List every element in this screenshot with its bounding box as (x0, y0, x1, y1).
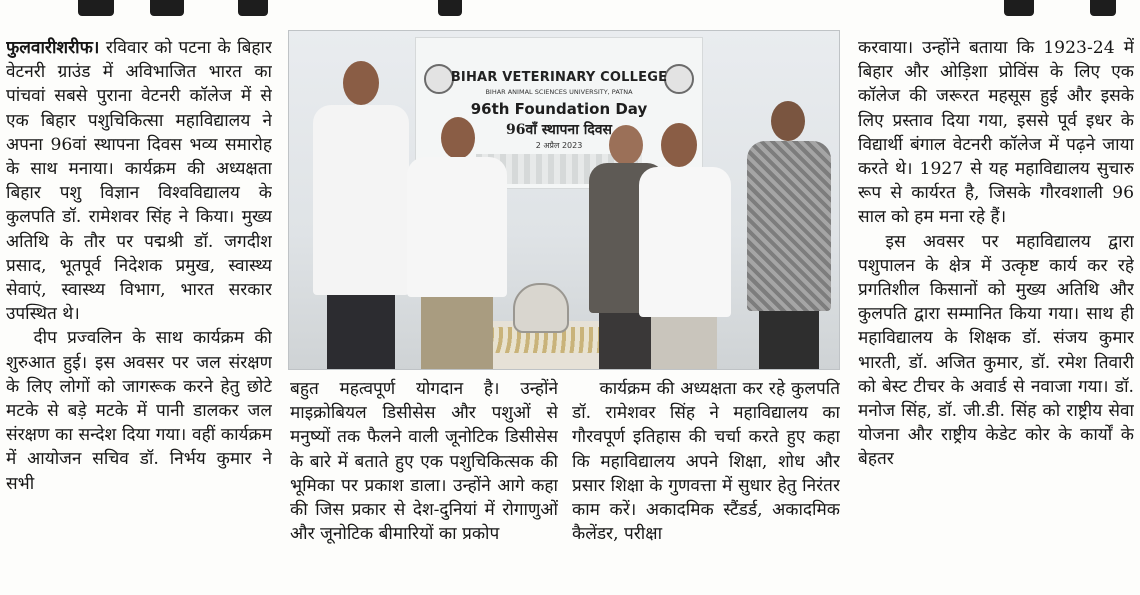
person-legs (759, 311, 819, 370)
banner-event-hindi: 96वाँ स्थापना दिवस (505, 122, 613, 138)
person-head (771, 101, 805, 141)
banner-college-name: BIHAR VETERINARY COLLEGE (450, 70, 668, 85)
headline-glyph-fragment (150, 0, 184, 16)
dateline: फुलवारीशरीफ। (6, 38, 100, 58)
person-legs (599, 313, 655, 369)
article-column-3 (572, 377, 840, 595)
headline-strip (0, 0, 1140, 28)
banner-university-name: BIHAR ANIMAL SCIENCES UNIVERSITY, PATNA (485, 88, 633, 96)
headline-glyph-fragment (78, 0, 114, 16)
person-torso (639, 167, 731, 317)
person-torso (407, 157, 507, 297)
paragraph (6, 36, 272, 326)
paragraph: कार्यक्रम की अध्यक्षता कर रहे कुलपति डॉ. रामेशवर सिंह ने महाविद्यालय का गौरवपूर्ण इतिहास की चर्चा करते हुए कहा कि महाविद्यालय अपने शिक्षा, शोध और प्रसार शिक्षा के गुणवत्ता में सुधार हेतु निरंतर काम करें। अकादमिक स्टैंडर्ड, अकादमिक कैलेंडर, परीक्षा (572, 379, 840, 545)
paragraph-text: रविवार को पटना के बिहार वेटनरी ग्राउंड में अविभाजित भारत का पांचवां सबसे पुराना वेटनरी कॉलेज में से एक बिहार पशुचिकित्सा महाविद्यालय ने अपना 96वां स्थापना दिवस भव्य समारोह के साथ मनाया। कार्यक्रम की अध्यक्षता बिहार पशु विज्ञान विश्वविद्यालय के कुलपति डॉ. रामेशवर सिंह ने किया। मुख्य अतिथि के तौर पर पद्मश्री डॉ. जगदीश प्रसाद, भूतपूर्व निदेशक प्रमुख, स्वास्थ्य सेवाएं, स्वास्थ्य विभाग, भारत सरकार उपस्थित थे। (6, 38, 272, 325)
headline-glyph-fragment (1004, 0, 1034, 16)
person-legs (327, 295, 395, 370)
water-pot (513, 283, 569, 333)
person-head (661, 123, 697, 167)
person-head (343, 61, 379, 105)
article-column-2 (290, 377, 558, 595)
headline-glyph-fragment (238, 0, 268, 16)
person-legs (421, 297, 493, 370)
person-torso (747, 141, 831, 311)
article-column-1 (6, 36, 272, 595)
headline-glyph-fragment (1090, 0, 1116, 16)
banner-event-english: 96th Foundation Day (470, 100, 648, 118)
person-head (609, 125, 643, 165)
event-photo (288, 30, 840, 370)
paragraph: बहुत महत्वपूर्ण योगदान है। उन्होंने माइक्रोबियल डिसीसेस और पशुओं से मनुष्यों तक फैलने वाली जूनोटिक डिसीसेस के बारे में बताते हुए एक पशुचिकित्सक की भूमिका पर प्रकाश डाला। उन्होंने आगे कहा की जिस प्रकार से देश-दुनियां में रोगाणुओं और जूनोटिक बीमारियों का प्रकोप (290, 379, 558, 545)
article-column-4 (858, 36, 1134, 595)
paragraph: इस अवसर पर महाविद्यालय द्वारा पशुपालन के क्षेत्र में उत्कृष्ट कार्य कर रहे प्रगतिशील किसानों को मुख्य अतिथि और कुलपति द्वारा सम्मानित किया गया। साथ ही महाविद्यालय के शिक्षक डॉ. संजय कुमार भारती, डॉ. अजित कुमार, डॉ. रमेश तिवारी को बेस्ट टीचर के अवार्ड से नवाजा गया। डॉ. मनोज सिंह, डॉ. जी.डी. सिंह को राष्ट्रीय सेवा योजना और राष्ट्रीय केडेट कोर के कार्यों के बेहतर (858, 231, 1134, 470)
person-legs (651, 317, 717, 369)
person-torso (313, 105, 409, 295)
headline-glyph-fragment (438, 0, 462, 16)
person-head (441, 117, 475, 159)
paragraph: दीप प्रज्वलिन के साथ कार्यक्रम की शुरुआत हुई। इस अवसर पर जल संरक्षण के लिए लोगों को जागरूक करने हेतु छोटे मटके से बड़े मटके में पानी डालकर जल संरक्षण का सन्देश दिया गया। वहीं कार्यक्रम में आयोजन सचिव डॉ. निर्भय कुमार ने सभी (6, 328, 272, 494)
paragraph: करवाया। उन्होंने बताया कि 1923-24 में बिहार और ओड़िशा प्रोविंस के लिए एक कॉलेज की जरूरत महसूस हुई और इसके लिए प्रस्ताव दिया गया, इससे पूर्व इधर के विद्यार्थी बंगाल वेटनरी कॉलेज में पढ़ने जाया करते थे। 1927 से यह महाविद्यालय सुचारु रूप से कार्यरत है, जिसके गौरवशाली 96 साल को हम मना रहे हैं। (858, 38, 1134, 228)
banner-date: 2 अप्रैल 2023 (535, 141, 583, 150)
